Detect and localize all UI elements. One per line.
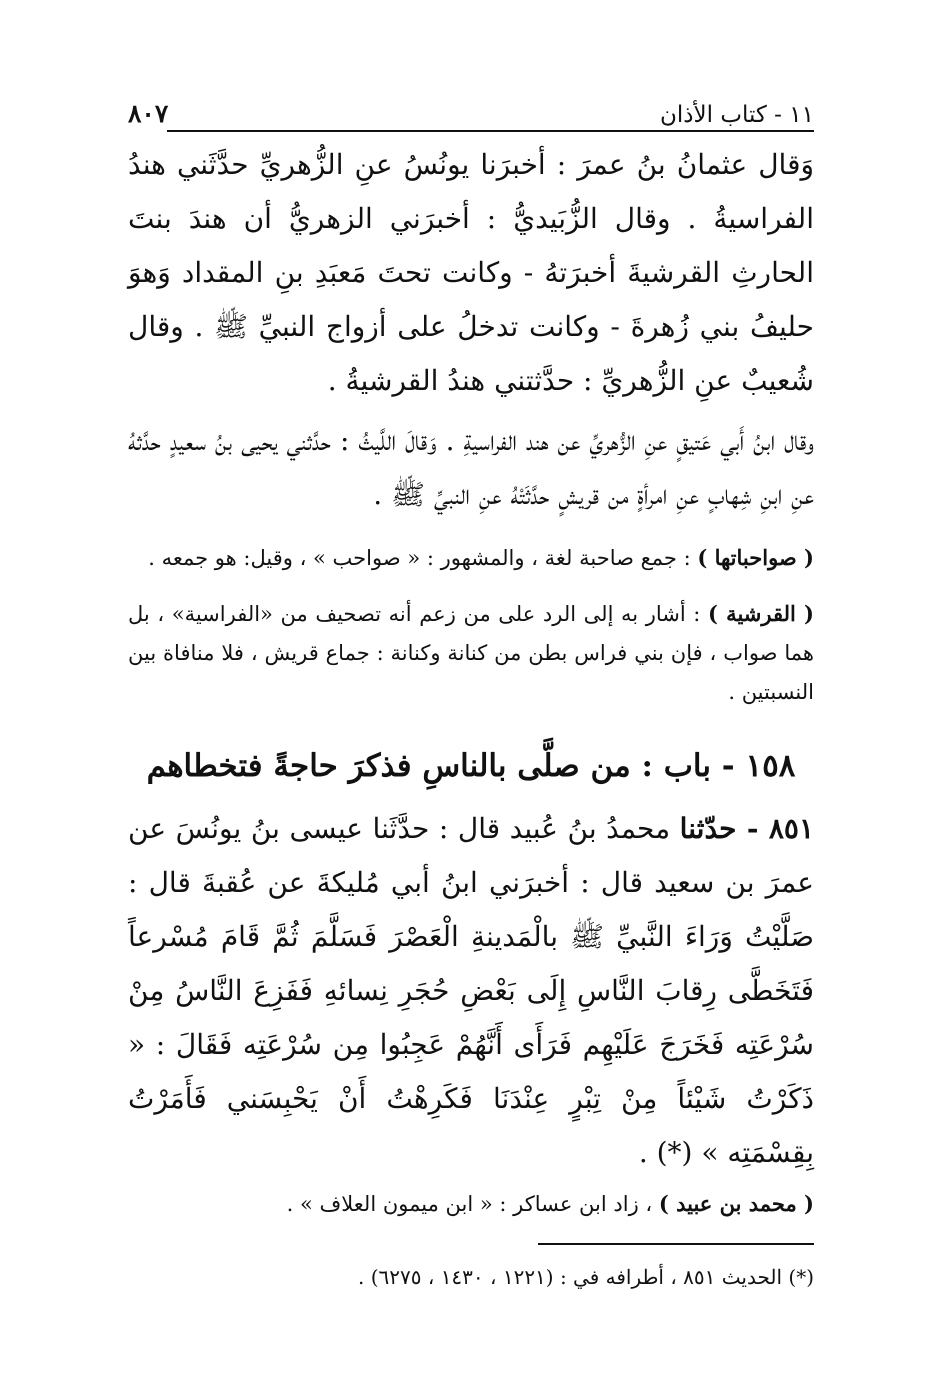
page-header — [128, 88, 814, 128]
chapter-heading: ١٥٨ - باب : من صلَّى بالناسِ فذكرَ حاجةً فتخطاهم — [146, 748, 796, 784]
page-number: ٨٠٧ — [128, 99, 169, 128]
note-term: ( القرشية ) — [708, 601, 814, 626]
footnote: (*) الحديث ٨٥١ ، أطرافه في : (١٢٢١ ، ١٤٣٠ ، ٦٢٧٥) . — [358, 1265, 814, 1289]
commentary-note — [128, 1184, 814, 1224]
hadith-number: ٨٥١ - حدّثنا — [679, 812, 814, 845]
note-term: ( صواحباتها ) — [697, 545, 814, 570]
note-term: ( محمد بن عبيد ) — [658, 1191, 814, 1216]
text-paragraph: وَقال عثمانُ بنُ عمرَ : أخبرَنا يونُسُ عنِ الزُّهريِّ حدَّثَني هندُ الفراسيةُ . وقال الزُّبَيديُّ : أخبرَني الزهريُّ أن هندَ بنتَ الحارثِ القرشيةَ أخبرَتهُ - وكانت تحتَ مَعبَدِ بنِ المقداد وَهوَ حليفُ بني زُهرةَ - وكانت تدخلُ على أزواج النبيِّ ﷺ . وقال شُعيبٌ عنِ الزُّهريِّ : حدَّثتني هندُ القرشيةُ . — [128, 148, 814, 397]
note-text: : جمع صاحبة لغة ، والمشهور : « صواحب » ، وقيل: هو جمعه . — [148, 546, 698, 570]
header-rule — [167, 130, 814, 132]
note-text: : أشار به إلى الرد على من زعم أنه تصحيف من «الفراسية» ، بل هما صواب ، فإن بني فراس بطن من كنانة وكنانة : جماع قريش ، فلا منافاة بين النسبتين . — [128, 602, 814, 704]
footnote-rule — [538, 1243, 814, 1245]
hadith-paragraph — [128, 802, 814, 1180]
commentary-note — [128, 594, 814, 712]
commentary-note — [128, 538, 814, 578]
note-text: ، زاد ابن عساكر : « ابن ميمون العلاف » . — [286, 1192, 659, 1216]
text-paragraph: وقال ابنُ أَبي عَتيقٍ عنِ الزُّهريِّ عن هند الفراسيةِ . وَقالَ اللَّيثُ : حدَّثني يحيى بنُ سعيدٍ حدَّثهُ عنِ ابنِ شِهابٍ عنِ امرأةٍ من قريشٍ حدَّثَتْهُ عنِ النبيِّ ﷺ . — [128, 424, 814, 511]
page-body — [128, 138, 814, 1224]
hadith-text: محمدُ بنُ عُبيد قال : حدَّثَنا عيسى بنُ يونُسَ عن عمرَ بن سعيد قال : أخبرَني ابنُ أبي مُليكةَ عن عُقبةَ قال : صَلَّيْتُ وَرَاءَ النَّبيِّ ﷺ بالْمَدينةِ الْعَصْرَ فَسَلَّمَ ثُمَّ قَامَ مُسْرعاً فَتَخَطَّى رِقابَ النَّاسِ إِلَى بَعْضِ حُجَرِ نِسائهِ فَفَزِعَ النَّاسُ مِنْ سُرْعَتِه فَخَرَجَ عَلَيْهِم فَرَأَى أَنَّهُمْ عَجِبُوا مِن سُرْعَتِه فَقَالَ : « ذَكَرْتُ شَيْئاً مِنْ تِبْرٍ عِنْدَنَا فَكَرِهْتُ أَنْ يَحْبِسَني فَأَمَرْتُ بِقِسْمَتِه » (*) . — [128, 812, 814, 1169]
chapter-title: ١١ - كتاب الأذان — [659, 102, 814, 128]
